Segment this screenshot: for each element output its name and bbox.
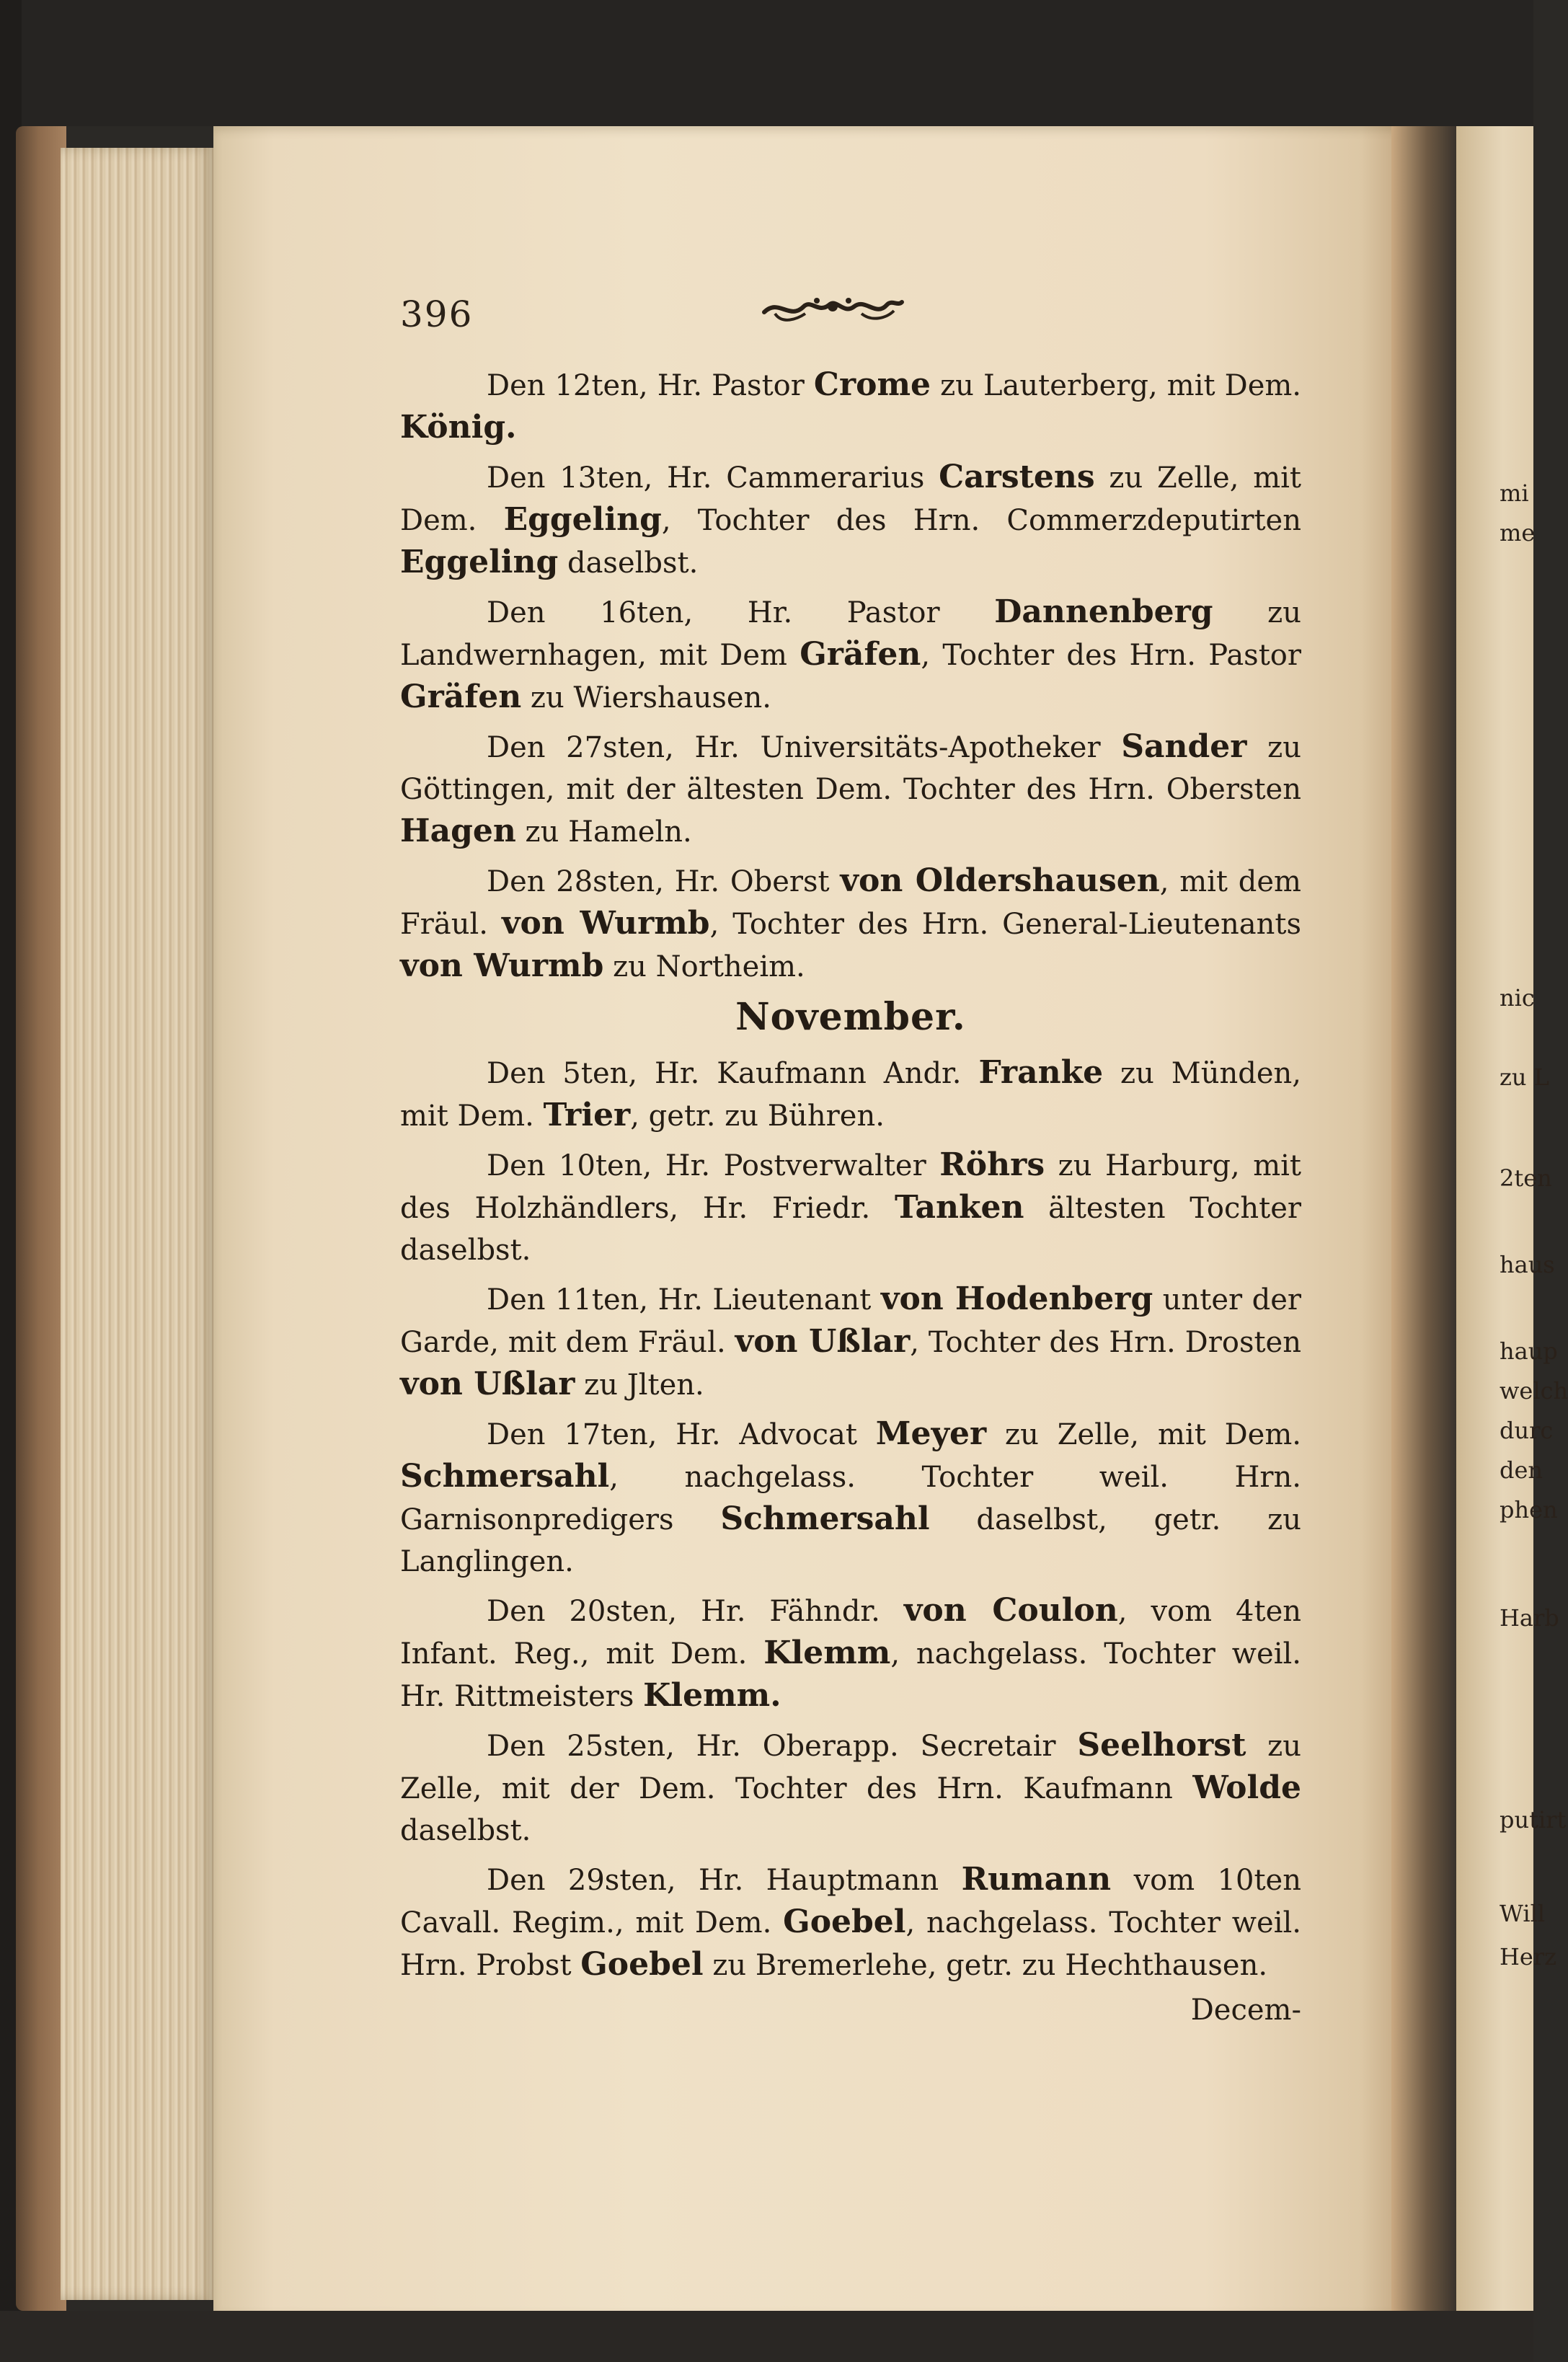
facing-page-text: Harb <box>1500 1604 1559 1632</box>
entry-text: zu Münden, mit Dem. <box>400 1057 1302 1133</box>
entry-text: unter der Garde, mit dem Fräul. <box>400 1283 1302 1359</box>
november-entries <box>400 1052 1301 1986</box>
entry-text: , Tochter des Hrn. Commerzdeputirten <box>661 504 1301 537</box>
facing-page-text: nic <box>1500 984 1535 1012</box>
entry-name: Gräfen <box>799 636 921 673</box>
facing-page-text: Will <box>1500 1900 1546 1927</box>
entry-name: Crome <box>813 366 931 403</box>
page-header <box>400 285 1301 364</box>
entry-text: daselbst. <box>558 547 699 580</box>
entry-text: Den 13ten, Hr. Cammerarius <box>487 461 939 495</box>
entry-text: , vom 4ten Infant. Reg., mit Dem. <box>400 1595 1302 1671</box>
entry-name: von Coulon <box>903 1592 1118 1629</box>
entry-text: Den 17ten, Hr. Advocat <box>487 1418 876 1451</box>
entry-name: von Ußlar <box>735 1323 911 1360</box>
entry-name: von Ußlar <box>400 1366 575 1402</box>
entry-text: daselbst. <box>400 1814 531 1847</box>
entry-name: Goebel <box>783 1903 906 1940</box>
marriage-entry <box>400 1052 1301 1137</box>
entry-text: zu Northeim. <box>603 950 805 983</box>
entry-text: Den 27sten, Hr. Universitäts-Apotheker <box>487 731 1122 764</box>
entry-name: Eggeling <box>503 501 662 538</box>
entry-name: Goebel <box>580 1946 704 1983</box>
entry-text: Den 10ten, Hr. Postverwalter <box>487 1149 940 1182</box>
facing-page-text: haup <box>1500 1337 1558 1365</box>
page-stack-edge <box>61 148 216 2300</box>
entry-name: Meyer <box>875 1415 987 1452</box>
facing-page-text: haus <box>1500 1251 1555 1278</box>
entry-name: Rumann <box>961 1861 1112 1898</box>
marriage-entry <box>400 1144 1301 1271</box>
entry-name: Wolde <box>1192 1769 1301 1806</box>
marriage-entry <box>400 591 1301 719</box>
entry-text: , nachgelass. Tochter weil. Hrn. Probst <box>400 1906 1301 1982</box>
entry-text: , Tochter des Hrn. Drosten <box>910 1326 1301 1359</box>
entry-text: ältesten Tochter daselbst. <box>400 1192 1301 1267</box>
entry-name: von Oldershausen <box>840 862 1160 899</box>
entry-name: Röhrs <box>939 1146 1045 1183</box>
facing-page-text: phen <box>1500 1496 1558 1523</box>
entry-name: Eggeling <box>400 544 559 580</box>
entry-name: Franke <box>978 1054 1104 1091</box>
entry-name: König. <box>400 409 517 446</box>
scan-background-top <box>0 0 1533 126</box>
entry-text: zu Harburg, mit des Holzhändlers, Hr. Friedr. <box>400 1149 1302 1225</box>
entry-text: Den 25sten, Hr. Oberapp. Secretair <box>487 1730 1078 1763</box>
page-content <box>400 285 1301 2027</box>
book-gutter <box>1391 126 1456 2311</box>
entry-text: zu Zelle, mit der Dem. Tochter des Hrn. Kaufmann <box>400 1730 1301 1805</box>
entry-text: zu Zelle, mit Dem. <box>986 1418 1301 1451</box>
entry-name: Seelhorst <box>1077 1727 1246 1764</box>
book-binding-edge <box>16 126 66 2311</box>
entry-text: , Tochter des Hrn. General-Lieutenants <box>709 908 1301 941</box>
marriage-entry <box>400 1725 1301 1852</box>
facing-page-fragment <box>1456 126 1568 2311</box>
entry-name: Carstens <box>939 459 1095 495</box>
entry-text: zu Landwernhagen, mit Dem <box>400 596 1302 672</box>
entry-text: , mit dem Fräul. <box>400 865 1301 941</box>
entry-name: von Wurmb <box>400 947 604 984</box>
facing-page-text: zu L <box>1500 1063 1549 1091</box>
catchword: Decem- <box>1190 1994 1301 2027</box>
marriage-entry <box>400 364 1301 449</box>
marriage-entry <box>400 1413 1301 1583</box>
facing-page-text: mi <box>1500 479 1529 507</box>
entry-text: Den 29sten, Hr. Hauptmann <box>487 1864 962 1897</box>
printers-ornament-icon <box>761 285 905 328</box>
entry-text: Den 11ten, Hr. Lieutenant <box>487 1283 881 1317</box>
marriage-entry <box>400 1590 1301 1717</box>
entry-name: Klemm. <box>643 1677 781 1714</box>
entry-name: Dannenberg <box>994 593 1213 630</box>
entry-name: Schmersahl <box>720 1500 930 1537</box>
entry-name: von Hodenberg <box>880 1280 1153 1317</box>
marriage-entry <box>400 1278 1301 1406</box>
entry-name: Tanken <box>894 1189 1024 1226</box>
entry-text: Den 28sten, Hr. Oberst <box>487 865 841 898</box>
entry-text: zu Wiershausen. <box>521 681 772 715</box>
section-heading-november: November. <box>735 995 966 1039</box>
entry-text: Den 20sten, Hr. Fähndr. <box>487 1595 904 1628</box>
entry-text: zu Hameln. <box>515 815 692 849</box>
entry-name: Sander <box>1121 728 1247 765</box>
page-number: 396 <box>400 293 474 335</box>
entry-name: von Wurmb <box>501 905 710 942</box>
entry-text: , nachgelass. Tochter weil. Hr. Rittmeisters <box>400 1637 1302 1713</box>
entry-text: daselbst, getr. zu Langlingen. <box>400 1503 1301 1578</box>
facing-page-text: welch <box>1500 1377 1568 1405</box>
facing-page-text: durc <box>1500 1417 1554 1444</box>
marriage-entry <box>400 726 1301 853</box>
entry-name: Hagen <box>400 813 516 849</box>
facing-page-text: 2ten <box>1500 1164 1552 1192</box>
entry-text: , nachgelass. Tochter weil. Hrn. Garnisonpredigers <box>400 1461 1301 1536</box>
marriage-entry <box>400 1859 1301 1986</box>
entry-name: Klemm <box>763 1635 891 1671</box>
entry-name: Trier <box>543 1097 631 1133</box>
entry-text: zu Göttingen, mit der ältesten Dem. Tochter des Hrn. Obersten <box>400 731 1301 806</box>
scan-background-bottom <box>0 2311 1533 2362</box>
marriage-entry <box>400 860 1301 988</box>
october-entries <box>400 364 1301 988</box>
entry-text: , Tochter des Hrn. Pastor <box>921 639 1301 672</box>
entry-text: Den 5ten, Hr. Kaufmann Andr. <box>487 1057 979 1090</box>
entry-text: vom 10ten Cavall. Regim., mit Dem. <box>400 1864 1301 1939</box>
marriage-entry <box>400 456 1301 584</box>
entry-text: zu Jlten. <box>575 1368 704 1402</box>
facing-page-text: Herz <box>1500 1943 1556 1970</box>
entry-text: Den 12ten, Hr. Pastor <box>487 369 814 402</box>
entry-text: , getr. zu Bühren. <box>630 1100 885 1133</box>
facing-page-text: me <box>1500 519 1536 547</box>
entry-text: Den 16ten, Hr. Pastor <box>487 596 995 629</box>
entry-text: zu Zelle, mit Dem. <box>400 461 1301 537</box>
facing-page-text: putirt <box>1500 1806 1567 1834</box>
facing-page-text: den <box>1500 1456 1543 1484</box>
entry-name: Gräfen <box>400 678 522 715</box>
entry-name: Schmersahl <box>400 1458 610 1495</box>
entry-text: zu Bremerlehe, getr. zu Hechthausen. <box>703 1949 1268 1982</box>
entry-text: zu Lauterberg, mit Dem. <box>931 369 1302 402</box>
